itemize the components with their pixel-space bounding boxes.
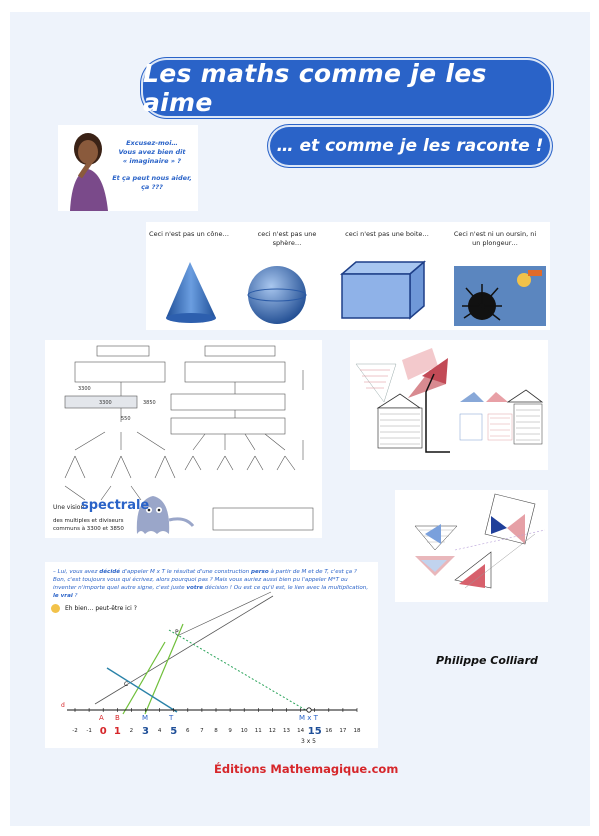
tick-label: 14 bbox=[297, 728, 305, 734]
svg-text:3300: 3300 bbox=[78, 386, 91, 392]
tick-label: 2 bbox=[129, 728, 134, 734]
question-em-3: votre bbox=[186, 585, 204, 591]
multiplication-line-panel bbox=[45, 562, 378, 748]
label-c: C bbox=[124, 681, 129, 688]
number-line-construction bbox=[45, 562, 378, 748]
question-mid-2: à partir de M et de T, c'est ça ? Bon, c'est toujours vous qui écrivez, alors pourquoi pas ? Mais vous auriez aussi bien pu l'appeler M*T ou inventer n'importe quel autre signe, c'est juste bbox=[53, 569, 357, 591]
woman-figure-icon bbox=[62, 125, 114, 211]
question-pre: – Lui, vous avez bbox=[53, 569, 100, 575]
question-mid-1: d'appeler M x T le résultat d'une construction bbox=[120, 569, 251, 575]
tick-label: 18 bbox=[353, 728, 361, 734]
tick-label: 5 bbox=[170, 726, 178, 737]
tick-label: 11 bbox=[254, 728, 262, 734]
label-m: M bbox=[142, 714, 149, 722]
tree-vision-b: spectrale bbox=[81, 498, 150, 513]
label-3x5: 3 x 5 bbox=[301, 738, 316, 745]
triangles-figure-panel bbox=[350, 340, 548, 470]
shapes-panel bbox=[146, 222, 550, 330]
speech-line-4: Et ça peut nous aider, ça ??? bbox=[112, 174, 192, 191]
triangles-figure bbox=[350, 340, 548, 470]
tree-box-3: 3850 bbox=[143, 400, 156, 406]
speech-line-1: Excusez-moi… bbox=[126, 139, 178, 147]
cone-caption: Ceci n'est pas un cône… bbox=[149, 230, 229, 238]
tick-label: 4 bbox=[157, 728, 162, 734]
question-mid-3: décision ! Ou est ce qu'il est, le lien avec la multiplication, bbox=[203, 585, 369, 591]
tick-label: -1 bbox=[86, 728, 92, 734]
thinking-woman-illustration bbox=[58, 125, 198, 211]
box-icon bbox=[342, 262, 424, 318]
urchin-caption: Ceci n'est ni un oursin, ni un plongeur… bbox=[453, 230, 537, 247]
tree-vision-c: des multiples et diviseurs bbox=[53, 518, 124, 524]
book-subtitle: … et comme je les raconte ! bbox=[270, 127, 550, 165]
tick-label: 17 bbox=[339, 728, 347, 734]
tick-label: 13 bbox=[283, 728, 290, 734]
label-mxt: M x T bbox=[299, 714, 318, 722]
sphere-icon bbox=[248, 266, 306, 324]
tick-label: -2 bbox=[72, 728, 78, 734]
label-b: B bbox=[115, 714, 120, 722]
tick-label: 10 bbox=[240, 728, 248, 734]
speech-line-2: Vous avez bien dit bbox=[118, 148, 186, 156]
question-em-2: perso bbox=[250, 569, 269, 575]
question-end: ? bbox=[72, 593, 78, 599]
book-title: Les maths comme je les aime bbox=[143, 60, 551, 116]
tick-label: 9 bbox=[228, 728, 232, 734]
tree-box-2: 550 bbox=[121, 416, 131, 422]
label-d: d bbox=[61, 702, 65, 709]
reply-text: Eh bien… peut-être ici ? bbox=[65, 605, 137, 612]
tick-label: 8 bbox=[214, 728, 218, 734]
tick-label: 0 bbox=[99, 726, 107, 737]
author-name: Philippe Colliard bbox=[436, 654, 538, 667]
speech-line-3: « imaginaire » ? bbox=[122, 157, 182, 165]
tree-vision-d: communs à 3300 et 3850 bbox=[53, 526, 124, 532]
sphere-caption: ceci n'est pas une sphère… bbox=[257, 230, 317, 247]
rotated-squares-figure-panel bbox=[395, 490, 548, 602]
rotated-squares-figure bbox=[395, 490, 548, 602]
tick-label: 6 bbox=[186, 728, 190, 734]
tick-label: 7 bbox=[200, 728, 204, 734]
tree-vision-a: Une vision bbox=[53, 504, 85, 511]
tick-label: 1 bbox=[113, 726, 121, 737]
publisher-name: Éditions Mathemagique.com bbox=[214, 762, 399, 776]
cone-icon bbox=[166, 262, 216, 323]
label-p: P bbox=[175, 629, 179, 636]
question-em-4: le vrai bbox=[53, 593, 73, 599]
shapes-drawing bbox=[146, 222, 550, 330]
tick-label: 16 bbox=[325, 728, 333, 734]
tick-label: 3 bbox=[142, 726, 149, 737]
label-a: A bbox=[99, 714, 104, 722]
tick-label: 15 bbox=[307, 726, 322, 737]
box-caption: ceci n'est pas une boite… bbox=[345, 230, 429, 238]
tree-box-1: 3300 bbox=[99, 400, 112, 406]
divisor-tree-panel bbox=[45, 340, 322, 538]
sea-urchin-icon bbox=[454, 266, 546, 326]
label-t: T bbox=[169, 714, 174, 722]
question-em-1: décidé bbox=[99, 569, 121, 575]
tick-label: 12 bbox=[268, 728, 276, 734]
